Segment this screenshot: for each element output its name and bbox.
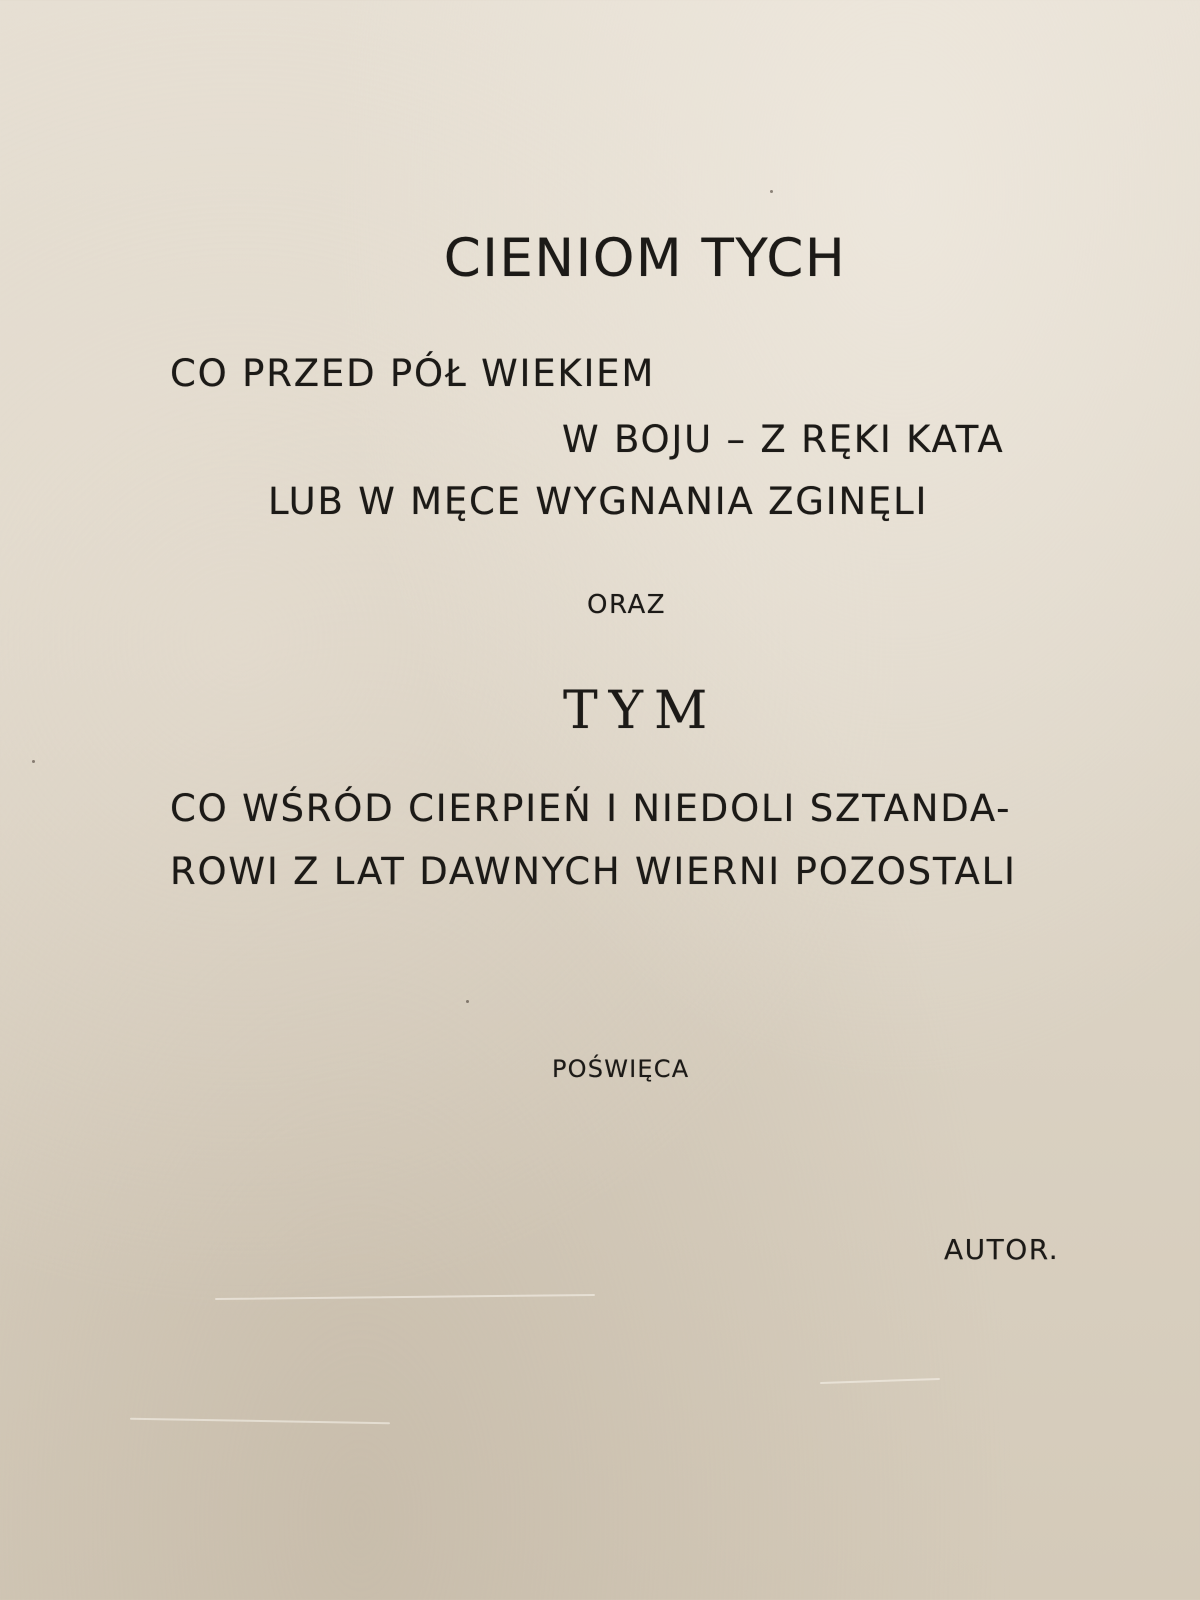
paper-speck: [466, 1000, 469, 1003]
second-heading: TYM: [563, 681, 719, 741]
conjunction-text: ORAZ: [587, 590, 667, 620]
dedication-line-2: W BOJU – Z RĘKI KATA: [562, 418, 1005, 461]
dedication-line-4: CO WŚRÓD CIERPIEŃ I NIEDOLI SZTANDA-: [170, 787, 1012, 830]
paper-speck: [32, 760, 35, 763]
dedication-line-5: ROWI Z LAT DAWNYCH WIERNI POZOSTALI: [170, 850, 1017, 893]
dedication-title: CIENIOM TYCH: [443, 228, 847, 289]
dedication-line-1: CO PRZED PÓŁ WIEKIEM: [170, 352, 656, 395]
paper-crease: [130, 1418, 390, 1425]
author-signature: AUTOR.: [944, 1233, 1060, 1266]
dedication-verb: POŚWIĘCA: [552, 1055, 690, 1083]
paper-crease: [820, 1378, 940, 1384]
paper-speck: [770, 190, 773, 193]
dedication-line-3: LUB W MĘCE WYGNANIA ZGINĘLI: [268, 480, 929, 523]
paper-crease: [215, 1294, 595, 1300]
